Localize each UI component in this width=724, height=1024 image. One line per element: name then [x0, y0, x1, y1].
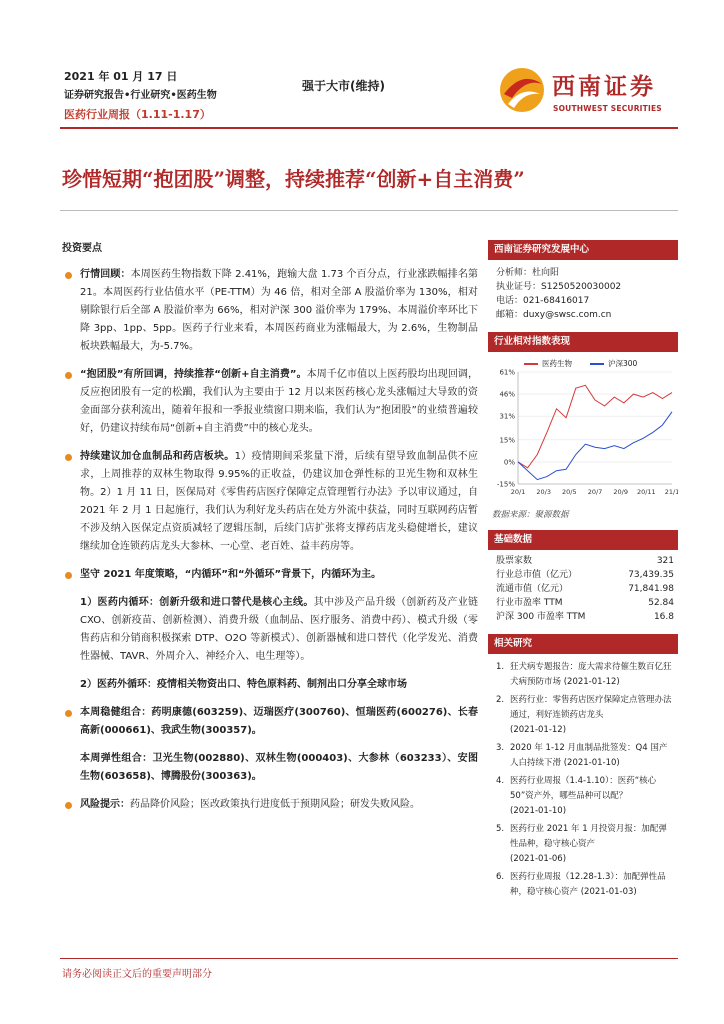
related-item[interactable] — [496, 870, 674, 900]
perf-title: 行业相对指数表现 — [488, 332, 678, 352]
related-text: 医药行业周报（12.28-1.3）：加配弹性品种，稳守核心资产 — [510, 872, 666, 897]
analyst-cert: 执业证号：S1250520030002 — [496, 282, 622, 292]
basic-value: 71,841.98 — [628, 584, 674, 594]
related-date: (2021-01-06) — [510, 854, 567, 864]
page-title: 珍惜短期“抱团股”调整，持续推荐“创新+自主消费” — [62, 167, 525, 191]
basic-data-title: 基础数据 — [488, 530, 678, 550]
para-body: 本周千亿市值以上医药股均出现回调，反应抱团股有一定的松躏，我们认为主要由于 12 月以来医药核心龙头涨幅过大导致的资金面部分获利流出，随着年报和一季报业绩窗口期来临，我们认为“抱团股”的业绩普遍较好，仍建议持续布局“创新+自主消费”中的核心龙头。 — [80, 369, 479, 434]
para-lead: “抱团股”有所回调，持续推荐“创新+自主消费”。 — [80, 369, 307, 380]
y-tick-label: 46% — [499, 390, 515, 399]
header-divider — [60, 127, 678, 129]
related-item[interactable] — [496, 660, 674, 690]
x-tick-label: 20/1 — [510, 488, 526, 496]
y-tick-label: 31% — [499, 412, 515, 421]
bullet-icon — [65, 710, 72, 717]
x-tick-label: 20/9 — [613, 488, 628, 496]
y-tick-label: 0% — [503, 458, 515, 467]
para-lead: 本周稳健组合：药明康德(603259)、迈瑞医疗(300760)、恒瑞医药(600276)、长春高新(000661)、我武生物(300357)。 — [80, 707, 478, 736]
basic-row — [496, 554, 674, 568]
basic-value: 52.84 — [648, 598, 674, 608]
related-date: (2021-01-10) — [563, 758, 620, 768]
footer-divider — [60, 958, 678, 959]
x-tick-label: 20/5 — [562, 488, 577, 496]
report-date: 2021 年 01 月 17 日 — [64, 70, 178, 83]
logo-emblem-icon — [496, 64, 548, 120]
para-body: 本周医药生物指数下降 2.41%，跑输大盘 1.73 个百分点，行业涨跌幅排名第 21。本周医药行业估值水平（PE-TTM）为 46 倍，相对全部 A 股溢价率为 130%，相对剔除银行后全部 A 股溢价率为 66%，相对沪深 300 溢价率为 179%、本周溢价率环比下降 3pp、1pp、5pp。医药子行业来看，本周医药商业为涨幅最大，为 2.6%，生物制品板块跌幅最大，为-5.7%。 — [80, 269, 479, 352]
weekly-label: 医药行业周报（1.11-1.17） — [64, 108, 211, 121]
para-lead: 1）医药内循环：创新升级和进口替代是核心主线。 — [80, 597, 314, 608]
para-body: 药品降价风险；医改政策执行进度低于预期风险；研发失败风险。 — [130, 799, 420, 810]
x-tick-label: 20/11 — [636, 488, 656, 496]
legend-label-hs300: 沪深300 — [608, 359, 638, 368]
investment-highlights — [62, 240, 478, 824]
basic-row — [496, 568, 674, 582]
logo-text-cn: 西南证券 — [552, 73, 656, 100]
series-line-0 — [518, 385, 672, 468]
chart-plot — [488, 352, 678, 502]
basic-data-table — [488, 550, 678, 628]
basic-key: 沪深 300 市盈率 TTM — [496, 612, 586, 622]
para-body: 其中涉及产品升级（创新药及产业链 CXO、创新疫苗、创新检测）、消费升级（血制品、医疗服务、消费中药）、模式升级（零售药店和分销商积极探索 DTP、O2O 等新模式）、创新器械和进口替代（化学发光、消费性器械、TAVR、外周介入、神经介入、电生理等）。 — [80, 597, 478, 662]
para-lead: 风险提示： — [80, 799, 130, 810]
bullet-icon — [65, 572, 72, 579]
company-logo — [496, 64, 676, 124]
related-item[interactable] — [496, 774, 674, 819]
related-num: 5. — [496, 824, 505, 834]
basic-value: 16.8 — [653, 612, 674, 622]
para-lead: 坚守 2021 年度策略，“内循环”和“外循环”背景下，内循环为主。 — [80, 569, 382, 580]
basic-key: 行业市盈率 TTM — [496, 598, 563, 608]
related-num: 2. — [496, 695, 505, 705]
related-num: 3. — [496, 743, 505, 753]
basic-row — [496, 582, 674, 596]
highlight-blood-pharmacy — [62, 448, 478, 556]
para-lead: 本周弹性组合：卫光生物(002880)、双林生物(000403)、大参林（603233）、安图生物(603658)、博腾股份(300363)。 — [80, 753, 478, 782]
legend-line-medical — [524, 363, 538, 365]
legend-line-hs300 — [590, 363, 604, 365]
related-research-list — [488, 654, 678, 900]
bullet-icon — [65, 802, 72, 809]
para-lead: 2）医药外循环：疫情相关物资出口、特色原料药、制剂出口分享全球市场 — [80, 679, 407, 690]
related-date: (2021-01-12) — [563, 677, 620, 687]
related-date: (2021-01-10) — [510, 806, 567, 816]
related-title: 相关研究 — [488, 634, 678, 654]
basic-row — [496, 596, 674, 610]
basic-key: 股票家数 — [496, 556, 533, 566]
x-tick-label: 21/1 — [664, 488, 678, 496]
basic-value: 321 — [656, 556, 674, 566]
x-tick-label: 20/7 — [587, 488, 603, 496]
x-tick-label: 20/3 — [536, 488, 551, 496]
basic-key: 行业总市值（亿元） — [496, 570, 578, 580]
bullet-icon — [65, 272, 72, 279]
legend-label-medical: 医药生物 — [542, 359, 572, 368]
bullet-icon — [65, 454, 72, 461]
section-heading: 投资要点 — [62, 243, 102, 254]
basic-value: 73,439.35 — [628, 570, 674, 580]
analyst-info — [488, 260, 678, 326]
footer-disclaimer[interactable]: 请务必阅读正文后的重要声明部分 — [62, 969, 212, 980]
relative-index-chart — [488, 352, 678, 502]
rating: 强于大市(维持) — [302, 79, 385, 93]
basic-key: 流通市值（亿元） — [496, 584, 569, 594]
related-num: 4. — [496, 776, 505, 786]
y-tick-label: 15% — [499, 436, 515, 445]
sidebar — [488, 240, 678, 903]
related-item[interactable] — [496, 822, 674, 867]
chart-source: 数据来源：聚源数据 — [492, 510, 569, 520]
related-text: 医药行业 2021 年 1 月投资月报：加配弹性品种，稳守核心资产 — [510, 824, 667, 849]
related-text: 2020 年 1-12 月血制品批签发：Q4 国产人白持续下滑 — [510, 743, 668, 768]
analyst-email[interactable]: 邮箱：duxy@swsc.com.cn — [496, 310, 612, 320]
para-lead: 行情回顾： — [80, 269, 131, 280]
para-lead: 持续建议加仓血制品和药店板块。 — [80, 451, 235, 462]
highlight-strategy — [62, 566, 478, 584]
related-date: (2021-01-12) — [510, 725, 567, 735]
inner-circulation — [62, 594, 478, 666]
highlight-group-stocks — [62, 366, 478, 438]
bullet-icon — [65, 372, 72, 379]
related-item[interactable] — [496, 693, 674, 738]
logo-text-en: SOUTHWEST SECURITIES — [553, 104, 662, 113]
analyst-name: 分析师：杜向阳 — [496, 268, 560, 278]
y-tick-label: -15% — [496, 480, 515, 489]
risk-warning — [62, 796, 478, 814]
title-divider — [60, 210, 678, 211]
basic-row — [496, 610, 674, 624]
outer-circulation — [62, 676, 478, 694]
related-text: 医药行业：零售药店医疗保障定点管理办法通过，利好连锁药店龙头 — [510, 695, 672, 720]
related-text: 医药行业周报（1.4-1.10）：医药“核心50”资产外，哪些品种可以配？ — [510, 776, 657, 801]
related-item[interactable] — [496, 741, 674, 771]
related-text: 狂犬病专题报告：庞大需求待催生数百亿狂犬病预防市场 — [510, 662, 672, 687]
para-body: 1）疫情期间采浆量下滑，后续有望导致血制品供不应求，上周推荐的双林生物取得 9.95%的正收益，仍建议加仓弹性标的卫光生物和双林生物。2）1 月 11 日，医保局对《零售药店医疗保障定点管理暂行办法》予以审议通过，自 2021 年 2 月 1 日起施行，我们认为利好龙头药店在处方外流中获益，同时互联网药店暂不涉及纳入医保定点资质减轻了逻辑压制，后续门店扩张将支撑药店龙头稳健增长，建议继续加仓连锁药店龙头大参林、一心堂、老百姓、益丰药房等。 — [80, 451, 478, 552]
y-tick-label: 61% — [499, 368, 515, 377]
analyst-phone: 电话：021-68416017 — [496, 296, 590, 306]
team-title: 西南证券研究发展中心 — [488, 240, 678, 260]
related-num: 1. — [496, 662, 505, 672]
related-date: (2021-01-03) — [580, 887, 637, 897]
stable-portfolio — [62, 704, 478, 740]
related-num: 6. — [496, 872, 505, 882]
report-type: 证券研究报告•行业研究•医药生物 — [64, 90, 217, 101]
elastic-portfolio — [62, 750, 478, 786]
highlight-market-review — [62, 266, 478, 356]
